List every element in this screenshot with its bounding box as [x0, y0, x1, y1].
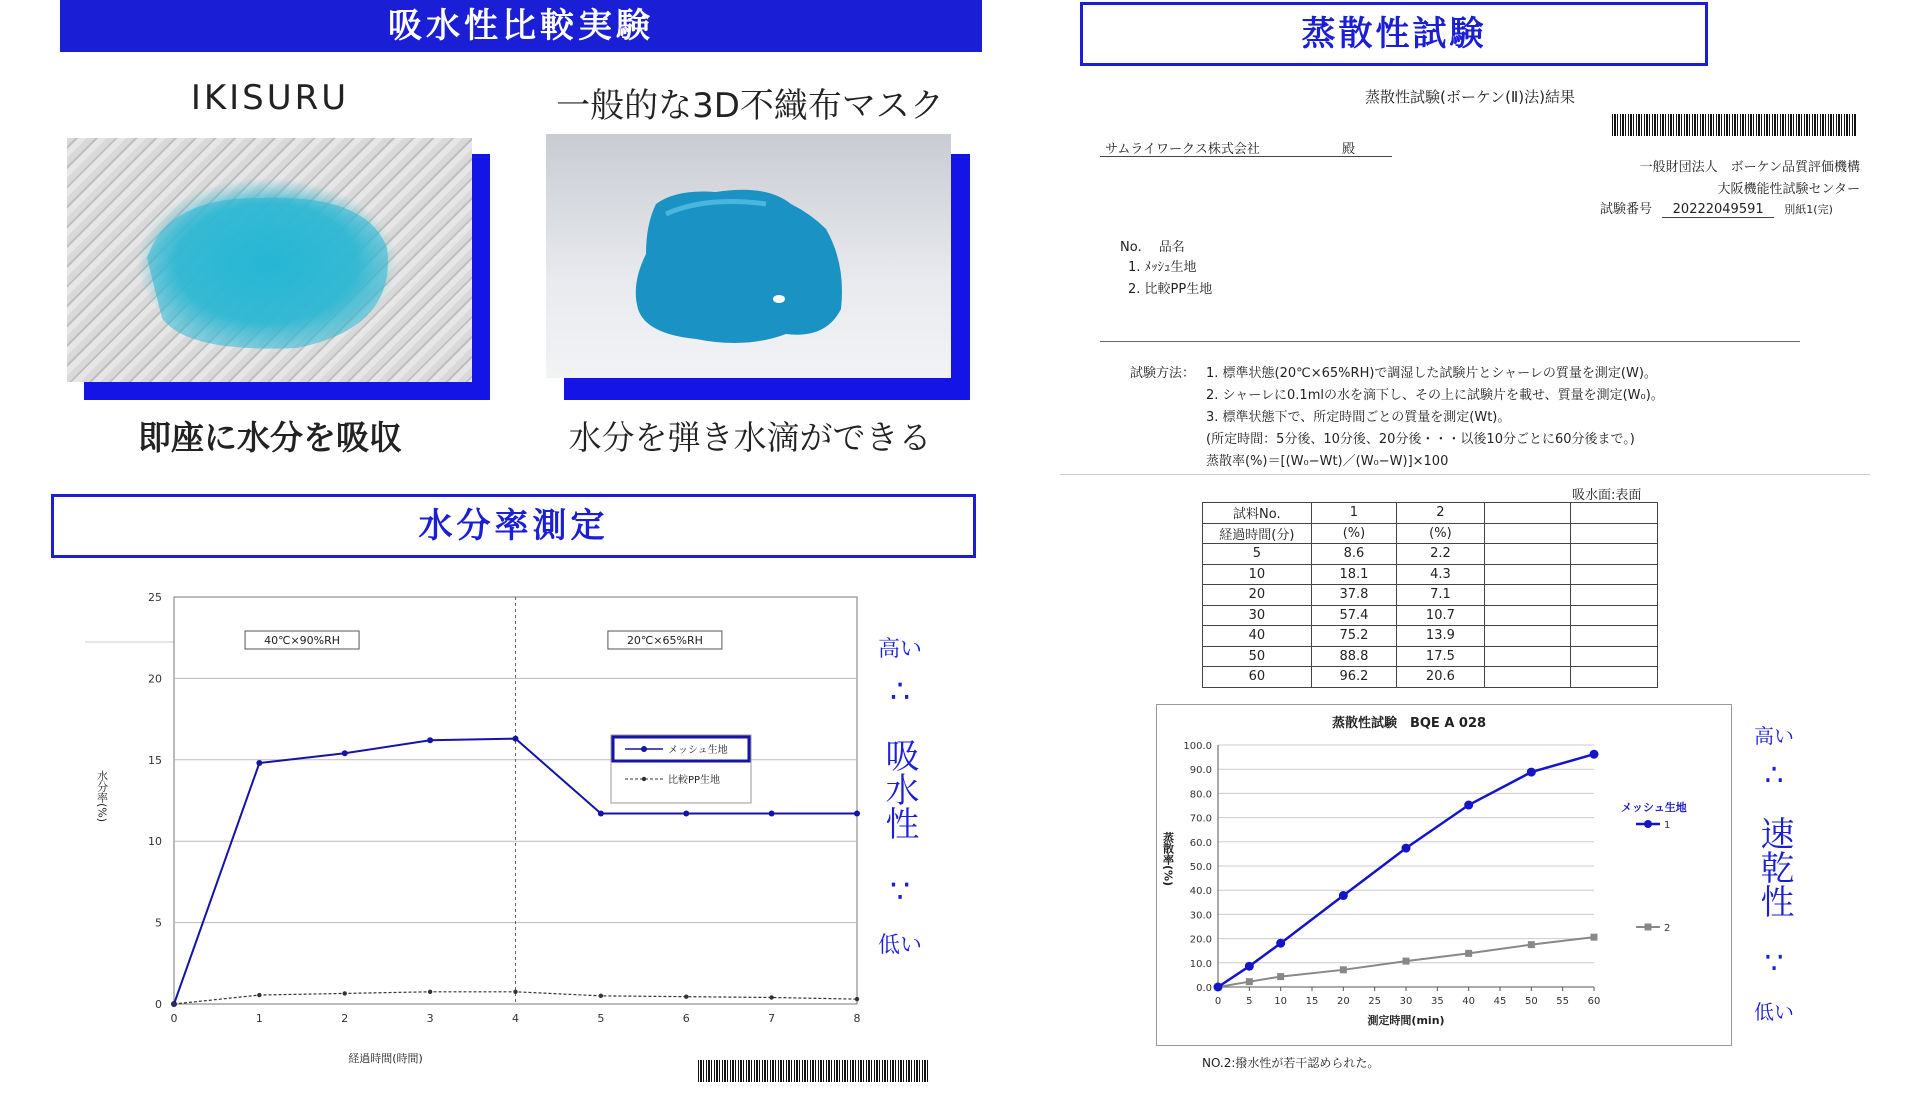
- table-cell: [1571, 585, 1658, 606]
- data-point-mesh: [256, 760, 262, 766]
- table-cell: [1484, 626, 1571, 647]
- y-tick-label: 40.0: [1189, 886, 1212, 898]
- test-number-label: 試験番号: [1600, 202, 1653, 217]
- table-row: [1203, 605, 1658, 626]
- barcode-right: [1612, 114, 1856, 136]
- table-cell: [1571, 544, 1658, 565]
- y-tick-label: 60.0: [1189, 837, 1212, 849]
- caption-absorbs: 即座に水分を吸収: [138, 418, 402, 457]
- x-tick-label: 6: [682, 1012, 690, 1025]
- test-note: NO.2:撥水性が若干認められた。: [1202, 1056, 1380, 1070]
- data-point-mesh: [769, 811, 775, 817]
- table-header-row: [1203, 523, 1658, 544]
- table-cell: [1484, 646, 1571, 667]
- y-tick-label: 0.0: [1196, 983, 1212, 994]
- client-line: [1100, 138, 1392, 157]
- legend-label-pp: 比較PP生地: [668, 775, 721, 786]
- table-row: [1203, 585, 1658, 606]
- table-cell: 57.4: [1311, 605, 1396, 626]
- divider-line: [1100, 341, 1800, 342]
- data-point-pp: [599, 994, 603, 998]
- mask-droplet-photo: [546, 134, 951, 378]
- table-cell: 37.8: [1311, 585, 1396, 606]
- y-tick-label: 15: [148, 753, 162, 767]
- table-cell: [1571, 646, 1658, 667]
- x-tick-label: 3: [426, 1012, 434, 1025]
- table-cell: [1484, 585, 1571, 606]
- table-row: [1203, 544, 1658, 565]
- data-point-1: [1590, 750, 1599, 759]
- arrow-up-dots-icon: ∴: [1764, 758, 1784, 793]
- data-point-mesh: [342, 750, 348, 756]
- table-cell: [1571, 564, 1658, 585]
- table-cell: 5: [1203, 544, 1312, 565]
- report-title: 蒸散性試験(ボーケン(Ⅱ)法)結果: [1364, 88, 1576, 106]
- data-point-2: [1340, 966, 1347, 973]
- x-tick-label: 45: [1493, 996, 1507, 1007]
- table-cell: [1571, 605, 1658, 626]
- x-tick-label: 1: [255, 1012, 263, 1025]
- legend-label-1: 1: [1664, 820, 1671, 831]
- data-point-pp: [855, 997, 859, 1001]
- x-tick-label: 50: [1524, 996, 1538, 1007]
- x-axis-label: 経過時間(時間): [348, 1052, 423, 1065]
- table-cell: 30: [1203, 605, 1312, 626]
- items-header: No. 品名: [1120, 240, 1185, 255]
- table-cell: 13.9: [1397, 626, 1484, 647]
- x-tick-label: 0: [170, 1012, 178, 1025]
- absorbency-banner: 吸水性比較実験: [60, 0, 982, 52]
- x-tick-label: 35: [1430, 996, 1444, 1007]
- data-point-1: [1214, 983, 1223, 992]
- table-header-row: [1203, 503, 1658, 524]
- table-row: [1203, 626, 1658, 647]
- ikisuru-absorb-photo: [67, 138, 472, 382]
- absorb-side-label: 吸水面:表面: [1572, 488, 1642, 503]
- table-cell: 2.2: [1397, 544, 1484, 565]
- y-tick-label: 50.0: [1189, 862, 1212, 873]
- data-point-1: [1464, 801, 1473, 810]
- table-cell: 18.1: [1311, 564, 1396, 585]
- table-cell: 10: [1203, 564, 1312, 585]
- table-cell: [1484, 605, 1571, 626]
- table-cell: (%): [1311, 523, 1396, 544]
- y-tick-label: 25: [148, 591, 162, 604]
- data-point-1: [1527, 768, 1536, 777]
- x-tick-label: 40: [1462, 996, 1476, 1007]
- absorb-low-label: 低い: [877, 933, 922, 958]
- data-point-pp: [684, 994, 688, 998]
- evaporation-chart: [1156, 704, 1730, 1044]
- x-tick-label: 15: [1305, 996, 1319, 1007]
- y-tick-label: 100.0: [1183, 741, 1212, 752]
- org-center: 大阪機能性試験センター: [1717, 182, 1860, 197]
- x-tick-label: 20: [1336, 996, 1350, 1007]
- quickdry-axis-label: 速乾性: [1754, 816, 1794, 918]
- x-tick-label: 25: [1368, 996, 1382, 1007]
- table-cell: (%): [1397, 523, 1484, 544]
- client-suffix: 殿: [1342, 142, 1356, 157]
- item-2: 2. 比較PP生地: [1128, 282, 1213, 297]
- data-point-2: [1528, 941, 1535, 948]
- data-point-mesh: [683, 811, 689, 817]
- table-cell: [1484, 523, 1571, 544]
- table-cell: 75.2: [1311, 626, 1396, 647]
- quickdry-low-label: 低い: [1754, 1000, 1794, 1024]
- table-cell: 2: [1397, 503, 1484, 524]
- arrow-up-dots-icon: ∴: [889, 672, 911, 710]
- x-axis-label: 測定時間(min): [1367, 1014, 1445, 1027]
- table-cell: 8.6: [1311, 544, 1396, 565]
- table-cell: 20.6: [1397, 667, 1484, 688]
- data-point-mesh: [854, 811, 860, 817]
- legend-label-2: 2: [1664, 923, 1671, 934]
- method-label: 試験方法：: [1130, 366, 1196, 381]
- table-cell: [1484, 544, 1571, 565]
- divider-line-2: [1060, 474, 1870, 475]
- table-row: [1203, 646, 1658, 667]
- y-tick-label: 70.0: [1189, 813, 1212, 825]
- table-cell: 4.3: [1397, 564, 1484, 585]
- legend-header: メッシュ生地: [1621, 801, 1687, 814]
- results-table: [1202, 502, 1658, 688]
- data-point-1: [1245, 962, 1254, 971]
- test-number: 20222049591: [1662, 202, 1774, 218]
- arrow-down-dots-icon: ∵: [1764, 946, 1784, 981]
- y-tick-label: 5: [155, 916, 162, 930]
- table-cell: 40: [1203, 626, 1312, 647]
- org-name: 一般財団法人 ボーケン品質評価機構: [1639, 160, 1860, 175]
- data-point-pp: [428, 990, 432, 994]
- data-point-2: [1591, 934, 1598, 941]
- quickdry-high-label: 高い: [1754, 724, 1794, 748]
- barcode-left: [698, 1060, 930, 1082]
- x-tick-label: 2: [341, 1012, 349, 1025]
- data-point-2: [1277, 973, 1284, 980]
- table-cell: 50: [1203, 646, 1312, 667]
- legend-label-mesh: メッシュ生地: [668, 745, 728, 756]
- data-point-pp: [513, 990, 517, 994]
- legend-marker-2: [1645, 924, 1652, 931]
- chart-title: 蒸散性試験 BQE A 028: [1331, 716, 1487, 731]
- legend-marker-pp: [642, 777, 646, 781]
- product-b-label: 一般的な3D不織布マスク: [556, 86, 944, 126]
- x-tick-label: 60: [1587, 996, 1601, 1007]
- y-tick-label: 20.0: [1189, 934, 1212, 946]
- legend-marker-mesh: [641, 746, 647, 752]
- data-point-1: [1339, 891, 1348, 900]
- data-point-pp: [257, 993, 261, 997]
- table-cell: 96.2: [1311, 667, 1396, 688]
- x-tick-label: 0: [1214, 996, 1222, 1007]
- method-step-1: 1. 標準状態(20℃×65%RH)で調湿した試験片とシャーレの質量を測定(W)。: [1206, 366, 1657, 381]
- method-note: (所定時間：5分後、10分後、20分後・・・以後10分ごとに60分後まで。): [1206, 432, 1635, 447]
- y-tick-label: 10.0: [1189, 958, 1212, 970]
- x-tick-label: 30: [1399, 996, 1413, 1007]
- table-row: [1203, 667, 1658, 688]
- test-number-row: [1600, 198, 1860, 218]
- table-cell: [1571, 523, 1658, 544]
- table-cell: 試料No.: [1203, 503, 1312, 524]
- table-cell: [1571, 626, 1658, 647]
- moisture-banner: 水分率測定: [51, 494, 976, 558]
- table-cell: [1571, 503, 1658, 524]
- data-point-2: [1246, 978, 1253, 985]
- absorb-high-label: 高い: [877, 637, 922, 662]
- absorb-axis-label: 吸水性: [879, 738, 919, 840]
- data-point-pp: [769, 995, 773, 999]
- y-tick-label: 0: [155, 998, 162, 1011]
- table-row: [1203, 564, 1658, 585]
- data-point-pp: [172, 1002, 176, 1006]
- y-tick-label: 30.0: [1189, 910, 1212, 922]
- table-cell: [1484, 503, 1571, 524]
- y-tick-label: 90.0: [1189, 765, 1212, 777]
- table-cell: 10.7: [1397, 605, 1484, 626]
- x-tick-label: 55: [1556, 996, 1570, 1007]
- x-tick-label: 10: [1274, 996, 1288, 1007]
- evaporation-banner: 蒸散性試験: [1080, 2, 1708, 66]
- y-tick-label: 10: [148, 835, 162, 849]
- caption-repels: 水分を弾き水滴ができる: [568, 418, 932, 457]
- x-tick-label: 5: [1246, 996, 1253, 1007]
- table-cell: 88.8: [1311, 646, 1396, 667]
- x-tick-label: 8: [853, 1012, 861, 1025]
- water-droplet-image: [546, 134, 951, 378]
- table-cell: 20: [1203, 585, 1312, 606]
- data-point-mesh: [427, 737, 433, 743]
- table-cell: 60: [1203, 667, 1312, 688]
- item-1: 1. ﾒｯｼｭ生地: [1128, 260, 1197, 275]
- x-tick-label: 7: [768, 1012, 776, 1025]
- client-name: サムライワークス株式会社: [1105, 142, 1260, 157]
- method-step-2: 2. シャーレに0.1mlの水を滴下し、その上に試験片を載せ、質量を測定(W₀)。: [1206, 388, 1664, 403]
- y-axis-label: 蒸散率(%): [1161, 832, 1175, 887]
- data-point-1: [1402, 844, 1411, 853]
- arrow-down-dots-icon: ∵: [889, 872, 911, 910]
- table-cell: [1571, 667, 1658, 688]
- data-point-mesh: [513, 736, 519, 742]
- data-point-2: [1465, 950, 1472, 957]
- product-a-label: IKISURU: [190, 78, 350, 118]
- y-tick-label: 20: [148, 672, 162, 686]
- table-cell: 17.5: [1397, 646, 1484, 667]
- data-point-2: [1403, 958, 1410, 965]
- method-step-3: 3. 標準状態下で、所定時間ごとの質量を測定(Wt)。: [1206, 410, 1511, 425]
- y-tick-label: 80.0: [1189, 789, 1212, 801]
- moisture-chart: [80, 580, 900, 1080]
- x-tick-label: 4: [512, 1012, 519, 1025]
- table-cell: 経過時間(分): [1203, 523, 1312, 544]
- condition-label: 20℃×65%RH: [626, 634, 703, 647]
- table-cell: 1: [1311, 503, 1396, 524]
- condition-label: 40℃×90%RH: [264, 634, 341, 647]
- data-point-mesh: [598, 811, 604, 817]
- method-formula: 蒸散率(%)＝[(W₀−Wt)／(W₀−W)]×100: [1206, 454, 1449, 469]
- table-cell: 7.1: [1397, 585, 1484, 606]
- series-line-1: [1218, 754, 1594, 987]
- sheet-number: 別紙1(完): [1784, 203, 1833, 216]
- x-tick-label: 5: [597, 1012, 605, 1025]
- table-cell: [1484, 564, 1571, 585]
- table-cell: [1484, 667, 1571, 688]
- data-point-1: [1276, 939, 1285, 948]
- data-point-pp: [343, 991, 347, 995]
- legend-marker-1: [1644, 820, 1652, 828]
- blue-stain-image: [67, 138, 472, 382]
- y-axis-label: 水分率(%): [95, 770, 109, 823]
